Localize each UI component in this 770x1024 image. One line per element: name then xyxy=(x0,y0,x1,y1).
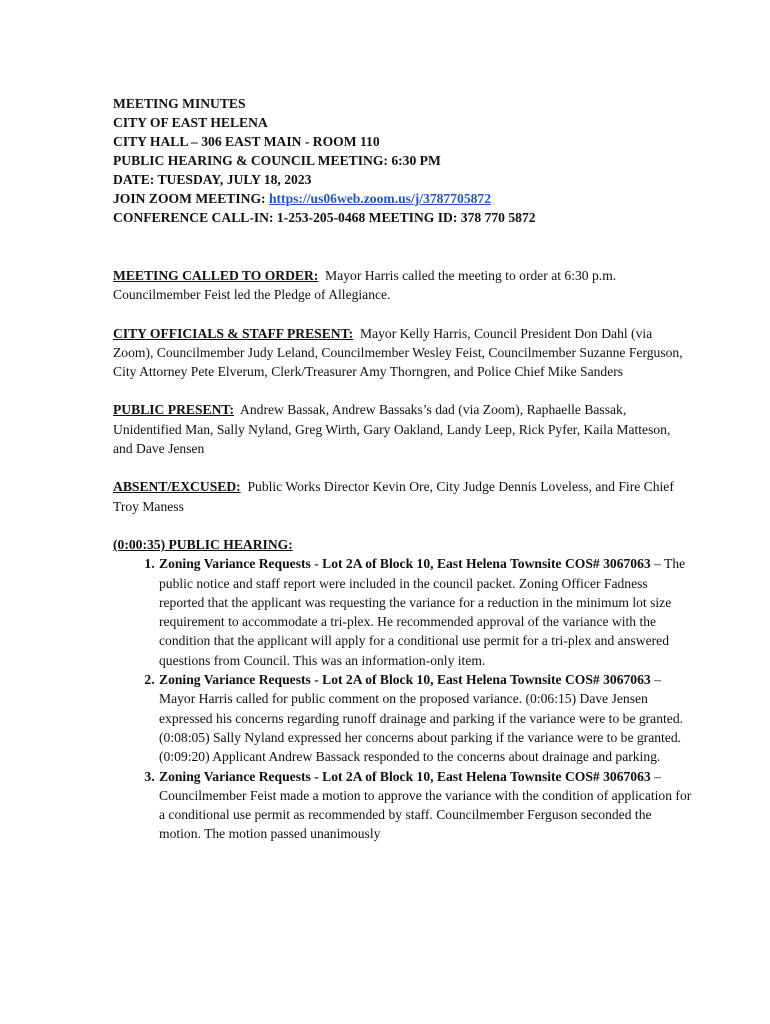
minutes-body xyxy=(113,266,693,844)
called-to-order-section xyxy=(113,266,693,305)
zoom-label: JOIN ZOOM MEETING: xyxy=(113,191,269,206)
header-title: MEETING MINUTES xyxy=(113,96,246,111)
absent-label: ABSENT/EXCUSED: xyxy=(113,479,241,495)
list-item xyxy=(158,554,693,670)
zoom-link[interactable]: https://us06web.zoom.us/j/3787705872 xyxy=(268,191,492,206)
public-present-section xyxy=(113,400,693,458)
item-text: – Mayor Harris called for public comment on the proposed variance. (0:06:15) Dave Jensen expressed his concerns regarding runoff drainage and parking if the variance were to be granted. (0:08:05) Sally Nyland expressed her concerns about parking if the variance were to be granted. (0:09:20) Applicant Andrew Bassack responded to the concerns about drainage and parking. xyxy=(159,672,684,765)
called-to-order-text: Mayor Harris called the meeting to order at 6:30 p.m. Councilmember Feist led the Pledge of Allegiance. xyxy=(113,268,617,303)
item-title: Zoning Variance Requests - Lot 2A of Block 10, East Helena Townsite COS# 3067063 xyxy=(159,556,651,572)
header-date: DATE: TUESDAY, JULY 18, 2023 xyxy=(113,172,312,187)
public-hearing-list xyxy=(113,554,693,843)
officials-text: Mayor Kelly Harris, Council President Don Dahl (via Zoom), Councilmember Judy Leland, Councilmember Wesley Feist, Councilmember Suzanne Ferguson, City Attorney Pete Elverum, Clerk/Treasurer Amy Thorngren, and Police Chief Mike Sanders xyxy=(113,325,683,380)
absent-text: Public Works Director Kevin Ore, City Judge Dennis Loveless, and Fire Chief Troy Maness xyxy=(113,479,674,514)
item-text: – The public notice and staff report were included in the council packet. Zoning Officer Fadness reported that the applicant was requesting the variance for a reduction in the minimum lot size requirement to accommodate a tri-plex. He recommended approval of the variance with the condition that the applicant will apply for a conditional use permit for a tri-plex and answered questions from Council. This was an information-only item. xyxy=(159,556,686,668)
header-city: CITY OF EAST HELENA xyxy=(113,115,268,130)
called-to-order-label: MEETING CALLED TO ORDER: xyxy=(113,268,319,283)
list-item xyxy=(158,767,693,844)
officials-section xyxy=(113,324,693,382)
officials-label: CITY OFFICIALS & STAFF PRESENT: xyxy=(113,325,354,341)
list-item xyxy=(158,670,693,766)
item-title: Zoning Variance Requests - Lot 2A of Block 10, East Helena Townsite COS# 3067063 xyxy=(159,672,651,688)
minutes-header xyxy=(113,94,713,227)
header-conference-call: CONFERENCE CALL-IN: 1-253-205-0468 MEETING ID: 378 770 5872 xyxy=(113,210,536,225)
header-zoom xyxy=(113,189,713,208)
header-location: CITY HALL – 306 EAST MAIN - ROOM 110 xyxy=(113,134,380,149)
public-present-text: Andrew Bassak, Andrew Bassaks’s dad (via Zoom), Raphaelle Bassak, Unidentified Man, Sally Nyland, Greg Wirth, Gary Oakland, Landy Leep, Rick Pyfer, Kaila Matteson, and Dave Jensen xyxy=(113,402,671,457)
public-hearing-title: (0:00:35) PUBLIC HEARING: xyxy=(113,536,293,552)
header-meeting-type: PUBLIC HEARING & COUNCIL MEETING: 6:30 PM xyxy=(113,153,441,168)
item-text: – Councilmember Feist made a motion to approve the variance with the condition of application for a conditional use permit as recommended by staff. Councilmember Ferguson seconded the motion. The motion passed unanimously xyxy=(159,768,692,842)
absent-section xyxy=(113,477,693,516)
public-present-label: PUBLIC PRESENT: xyxy=(113,402,234,418)
item-title: Zoning Variance Requests - Lot 2A of Block 10, East Helena Townsite COS# 3067063 xyxy=(159,768,651,784)
